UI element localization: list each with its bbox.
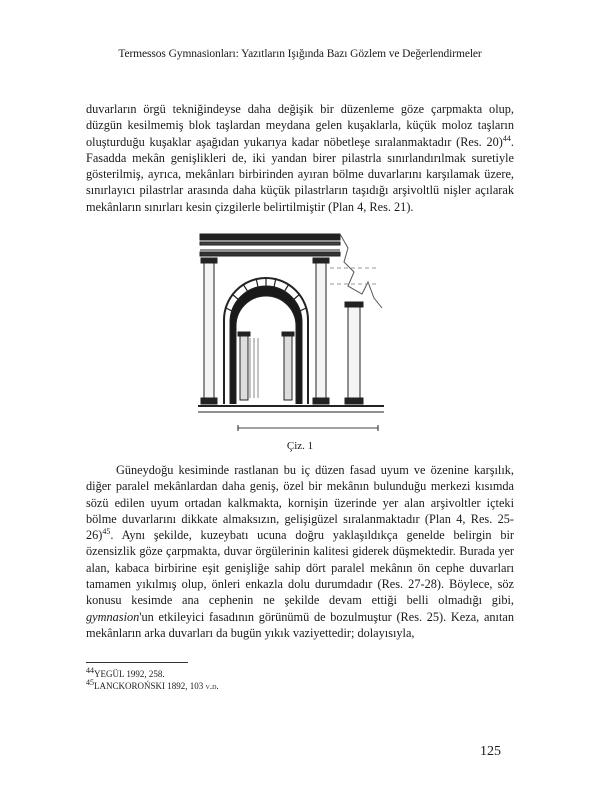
paragraph-1-text-a: duvarların örgü tekniğindeyse daha değişik bir düzenleme göze çarpmakta olup, düzgün kesilmemiş blok taşlardan meydana gelen kuşaklarla, küçük moloz taşların oluşturduğu kuşaklar aşağıdan yukarıya kadar nöbetleşe sıralanmaktadır (Res. 20) — [86, 102, 514, 149]
paragraph-1-text-b: . Fasadda mekân genişlikleri de, iki yandan birer pilastrla sınırlandırılmak suretiyle gösterilmiş, ayrıca, mekânları birbirinden ayıran bölme duvarlarını karşılamak üzere, sınırlayıcı pilastrlar arasında daha küçük pilastrların taşıdığı arşivoltlü nişler açılarak mekânların sınırları kesin çizgilerle belirtilmiştir (Plan 4, Res. 21). — [86, 134, 514, 214]
paragraph-1 — [86, 101, 514, 215]
footnote-ref-44: 44 — [502, 133, 511, 143]
paragraph-2-text-c: 'un etkileyici fasadının görünümü de bozulmuştur (Res. 25). Keza, anıtan mekânların arka duvarları da bugün yıkık vaziyettedir; dolayısıyla, — [86, 609, 514, 640]
italic-term: gymnasion — [86, 609, 140, 624]
footnote-text: YEGÜL 1992, 258. — [94, 669, 165, 679]
paragraph-2-text-b: . Aynı şekilde, kuzeybatı ucuna doğru yaklaşıldıkça genelde belirgin bir özensizlik göze çarpmakta, duvar örgülerinin kalitesi giderek düşmektedir. Burada yer alan, kabaca birbirine eşit genişliğe sahip dört paralel mekânın ön cephe duvarları tamamen yıkılmış olup, önleri enkazla dolu durumdadır (Res. 27-28). Böylece, söz konusu kesimde ana cephenin ne şekilde devam ettiği belli olmadığı gibi, — [86, 528, 514, 608]
footnote-text: LANCKOROŃSKI 1892, 103 v.d. — [94, 681, 219, 691]
footnote-ref-45: 45 — [102, 527, 111, 537]
footnote-rule — [86, 662, 188, 663]
architectural-drawing — [198, 228, 384, 442]
paragraph-2 — [86, 462, 514, 641]
footnote-num: 44 — [86, 666, 94, 675]
figure-caption: Çiz. 1 — [286, 440, 314, 452]
running-header: Termessos Gymnasionları: Yazıtların Işığında Bazı Gözlem ve Değerlendirmeler — [118, 48, 482, 60]
footnote-num: 45 — [86, 678, 94, 687]
paragraph-2-text-a: Güneydoğu kesiminde rastlanan bu iç düzen fasad uyum ve özenine karşılık, diğer paralel mekânlardan daha geniş, özel bir mekânın bulunduğu merkezi kısımda sözü edilen uyum ortadan kalkmakta, kornişin üzerinde yer alan arşivoltler içteki bölme duvarlarını dikkate almaksızın, gelişigüzel sıralanmaktadır (Plan 4, Res. 25-26) — [86, 463, 514, 543]
page-number: 125 — [480, 744, 501, 759]
footnote-45 — [86, 678, 219, 692]
footnote-44 — [86, 666, 165, 680]
